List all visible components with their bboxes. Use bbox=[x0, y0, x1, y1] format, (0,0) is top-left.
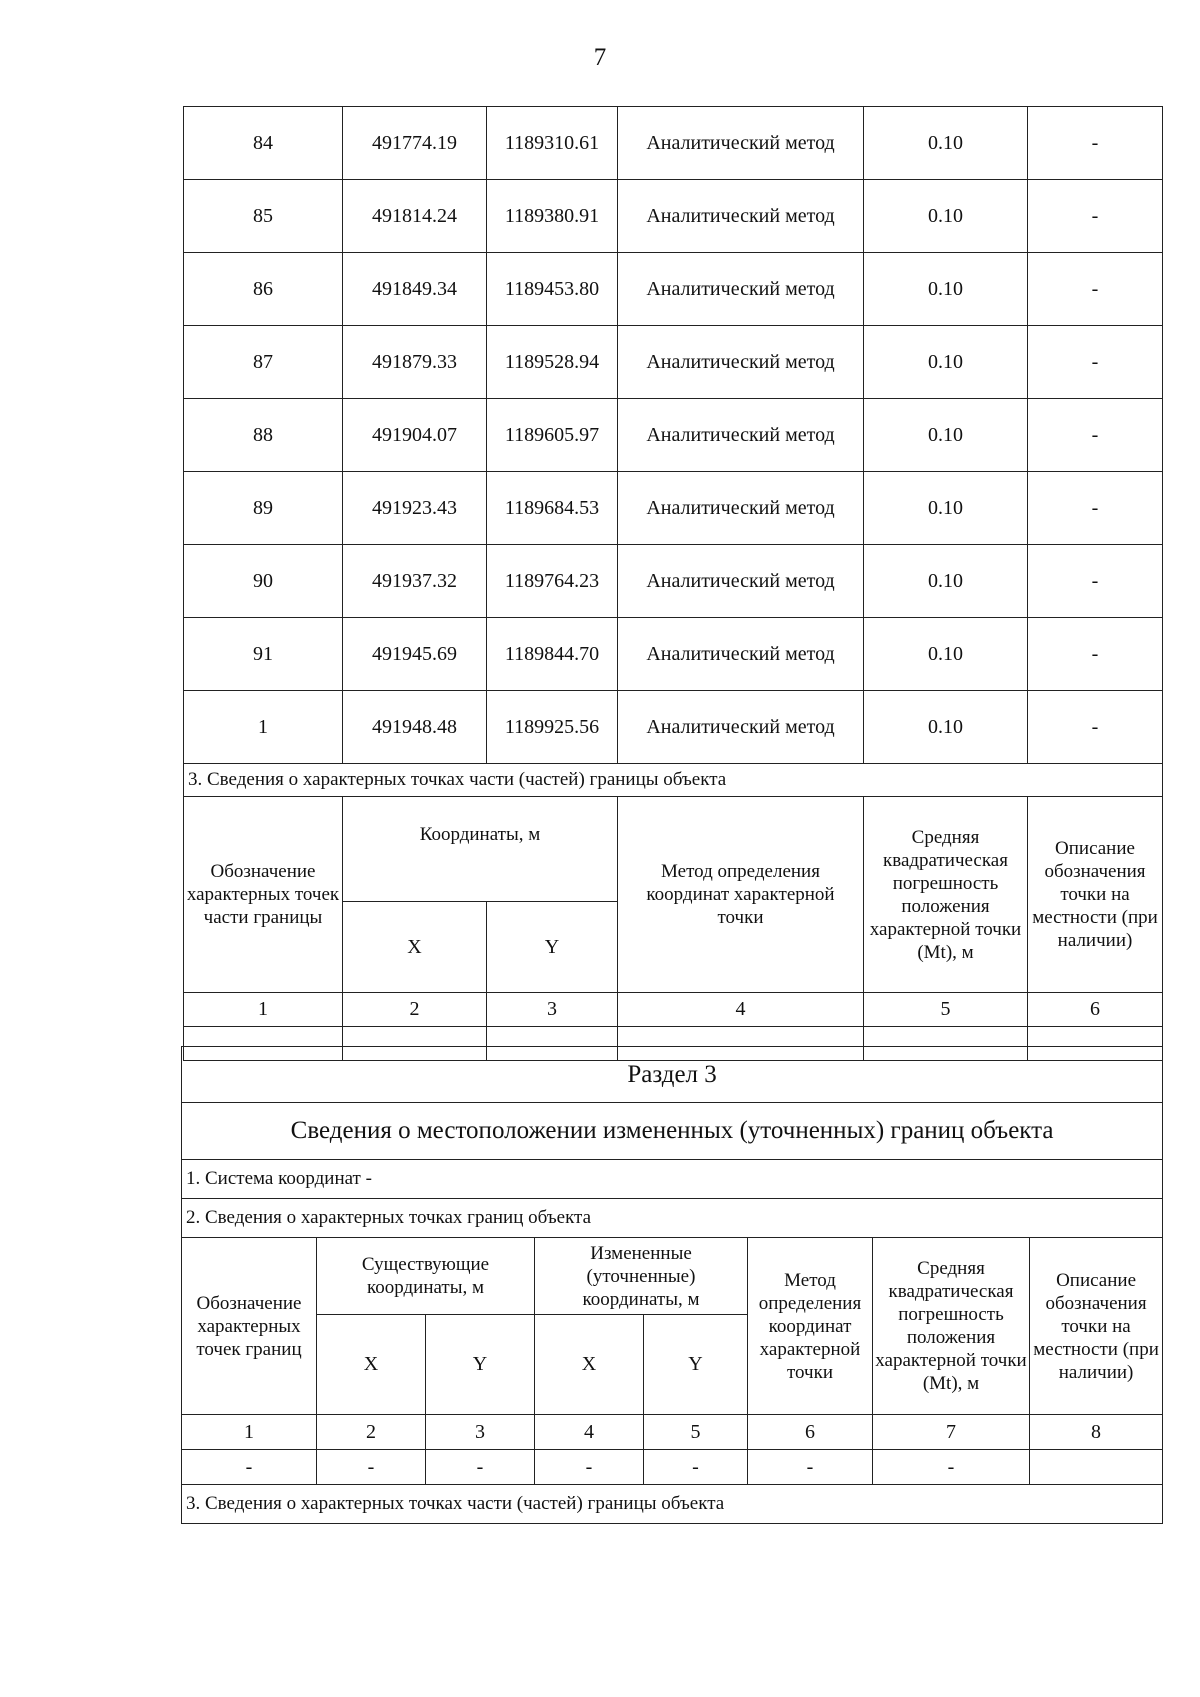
section-title: Раздел 3 bbox=[182, 1047, 1163, 1103]
table-row bbox=[184, 691, 1163, 764]
method-cell: Аналитический метод bbox=[618, 399, 864, 472]
header-description: Описание обозначения точки на местности (при наличии) bbox=[1028, 797, 1163, 993]
description-cell: - bbox=[1028, 691, 1163, 764]
coord-y-cell: 1189453.80 bbox=[487, 253, 618, 326]
empty-cell: - bbox=[748, 1450, 873, 1485]
header-description: Описание обозначения точки на местности (при наличии) bbox=[1030, 1238, 1163, 1415]
empty-data-row bbox=[182, 1450, 1163, 1485]
description-cell: - bbox=[1028, 618, 1163, 691]
table-row bbox=[184, 618, 1163, 691]
header-changed-coords: Измененные (уточненные) координаты, м bbox=[535, 1238, 748, 1315]
header-coordinates: Координаты, м bbox=[343, 797, 618, 902]
empty-cell: - bbox=[535, 1450, 644, 1485]
coord-y-cell: 1189528.94 bbox=[487, 326, 618, 399]
method-cell: Аналитический метод bbox=[618, 691, 864, 764]
empty-cell bbox=[1030, 1450, 1163, 1485]
coord-x-cell: 491945.69 bbox=[343, 618, 487, 691]
header-mt: Средняя квадратическая погрешность положения характерной точки (Mt), м bbox=[873, 1238, 1030, 1415]
header-designation: Обозначение характерных точек части границы bbox=[184, 797, 343, 993]
column-number: 3 bbox=[426, 1415, 535, 1450]
table-row bbox=[184, 107, 1163, 180]
column-number: 1 bbox=[182, 1415, 317, 1450]
column-number: 5 bbox=[864, 993, 1028, 1027]
point-number-cell: 84 bbox=[184, 107, 343, 180]
coord-x-cell: 491948.48 bbox=[343, 691, 487, 764]
coord-y-cell: 1189925.56 bbox=[487, 691, 618, 764]
mt-cell: 0.10 bbox=[864, 618, 1028, 691]
header-y: Y bbox=[487, 902, 618, 993]
coord-x-cell: 491904.07 bbox=[343, 399, 487, 472]
table-row bbox=[184, 472, 1163, 545]
column-number: 2 bbox=[317, 1415, 426, 1450]
description-cell: - bbox=[1028, 253, 1163, 326]
column-number: 8 bbox=[1030, 1415, 1163, 1450]
header-designation: Обозначение характерных точек границ bbox=[182, 1238, 317, 1415]
column-number: 6 bbox=[748, 1415, 873, 1450]
coord-y-cell: 1189380.91 bbox=[487, 180, 618, 253]
description-cell: - bbox=[1028, 472, 1163, 545]
method-cell: Аналитический метод bbox=[618, 180, 864, 253]
mt-cell: 0.10 bbox=[864, 180, 1028, 253]
point-number-cell: 87 bbox=[184, 326, 343, 399]
coordinates-table bbox=[183, 106, 1163, 1061]
description-cell: - bbox=[1028, 180, 1163, 253]
header-method: Метод определения координат характерной точки bbox=[748, 1238, 873, 1415]
parts-caption: 3. Сведения о характерных точках части (частей) границы объекта bbox=[182, 1485, 1163, 1524]
description-cell: - bbox=[1028, 107, 1163, 180]
coord-x-cell: 491849.34 bbox=[343, 253, 487, 326]
column-number: 5 bbox=[644, 1415, 748, 1450]
header-x-existing: X bbox=[317, 1315, 426, 1415]
column-number: 2 bbox=[343, 993, 487, 1027]
parts-caption: 3. Сведения о характерных точках части (частей) границы объекта bbox=[184, 764, 1163, 797]
point-number-cell: 89 bbox=[184, 472, 343, 545]
point-number-cell: 1 bbox=[184, 691, 343, 764]
coord-y-cell: 1189605.97 bbox=[487, 399, 618, 472]
column-number: 3 bbox=[487, 993, 618, 1027]
table-row bbox=[184, 180, 1163, 253]
coord-x-cell: 491774.19 bbox=[343, 107, 487, 180]
empty-cell: - bbox=[873, 1450, 1030, 1485]
column-number: 7 bbox=[873, 1415, 1030, 1450]
method-cell: Аналитический метод bbox=[618, 326, 864, 399]
point-number-cell: 86 bbox=[184, 253, 343, 326]
coord-x-cell: 491937.32 bbox=[343, 545, 487, 618]
mt-cell: 0.10 bbox=[864, 545, 1028, 618]
method-cell: Аналитический метод bbox=[618, 545, 864, 618]
page-number: 7 bbox=[593, 44, 607, 71]
header-y-existing: Y bbox=[426, 1315, 535, 1415]
header-x-changed: X bbox=[535, 1315, 644, 1415]
mt-cell: 0.10 bbox=[864, 399, 1028, 472]
coord-y-cell: 1189764.23 bbox=[487, 545, 618, 618]
mt-cell: 0.10 bbox=[864, 253, 1028, 326]
point-number-cell: 91 bbox=[184, 618, 343, 691]
coord-system-caption: 1. Система координат - bbox=[182, 1160, 1163, 1199]
header-mt: Средняя квадратическая погрешность положения характерной точки (Mt), м bbox=[864, 797, 1028, 993]
section-heading: Сведения о местоположении измененных (уточненных) границ объекта bbox=[182, 1103, 1163, 1160]
empty-cell: - bbox=[426, 1450, 535, 1485]
coord-x-cell: 491879.33 bbox=[343, 326, 487, 399]
method-cell: Аналитический метод bbox=[618, 107, 864, 180]
coordinates-table-body bbox=[184, 107, 1163, 764]
point-number-cell: 88 bbox=[184, 399, 343, 472]
point-number-cell: 85 bbox=[184, 180, 343, 253]
header-y-changed: Y bbox=[644, 1315, 748, 1415]
empty-cell: - bbox=[182, 1450, 317, 1485]
table-row bbox=[184, 399, 1163, 472]
coord-y-cell: 1189844.70 bbox=[487, 618, 618, 691]
table-row bbox=[184, 326, 1163, 399]
description-cell: - bbox=[1028, 326, 1163, 399]
description-cell: - bbox=[1028, 545, 1163, 618]
mt-cell: 0.10 bbox=[864, 107, 1028, 180]
coord-x-cell: 491923.43 bbox=[343, 472, 487, 545]
table-row bbox=[184, 545, 1163, 618]
method-cell: Аналитический метод bbox=[618, 618, 864, 691]
mt-cell: 0.10 bbox=[864, 326, 1028, 399]
column-number: 1 bbox=[184, 993, 343, 1027]
empty-cell: - bbox=[317, 1450, 426, 1485]
coord-x-cell: 491814.24 bbox=[343, 180, 487, 253]
coord-y-cell: 1189684.53 bbox=[487, 472, 618, 545]
column-number: 4 bbox=[535, 1415, 644, 1450]
column-number: 6 bbox=[1028, 993, 1163, 1027]
mt-cell: 0.10 bbox=[864, 472, 1028, 545]
table-row bbox=[184, 253, 1163, 326]
coord-y-cell: 1189310.61 bbox=[487, 107, 618, 180]
header-x: X bbox=[343, 902, 487, 993]
mt-cell: 0.10 bbox=[864, 691, 1028, 764]
header-method: Метод определения координат характерной точки bbox=[618, 797, 864, 993]
points-caption: 2. Сведения о характерных точках границ объекта bbox=[182, 1199, 1163, 1238]
header-existing-coords: Существующие координаты, м bbox=[317, 1238, 535, 1315]
point-number-cell: 90 bbox=[184, 545, 343, 618]
description-cell: - bbox=[1028, 399, 1163, 472]
method-cell: Аналитический метод bbox=[618, 253, 864, 326]
column-number: 4 bbox=[618, 993, 864, 1027]
section3-table bbox=[181, 1046, 1163, 1524]
method-cell: Аналитический метод bbox=[618, 472, 864, 545]
empty-cell: - bbox=[644, 1450, 748, 1485]
